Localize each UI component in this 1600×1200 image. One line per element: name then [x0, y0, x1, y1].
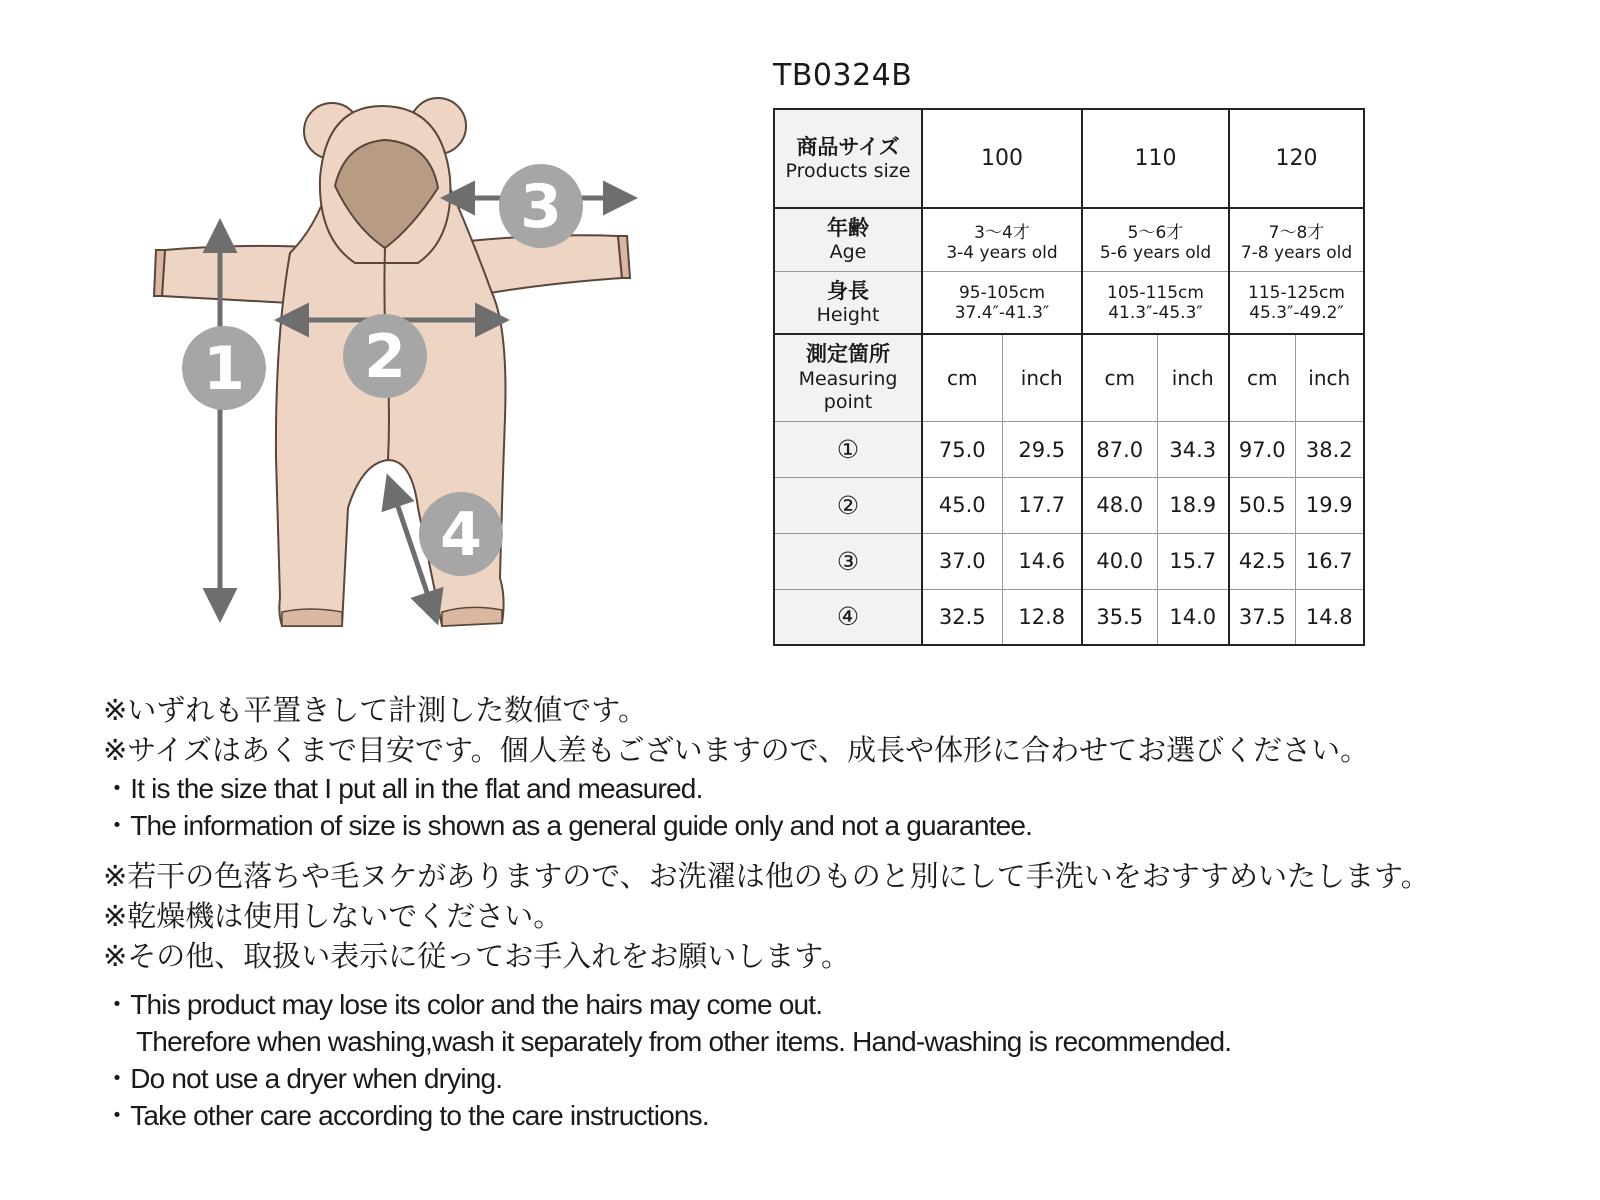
table-cell: 50.5 [1229, 477, 1295, 533]
size-100: 100 [922, 109, 1082, 208]
svg-text:4: 4 [440, 500, 482, 570]
size-table [773, 108, 1365, 646]
svg-text:2: 2 [364, 322, 406, 392]
unit-inch: inch [1002, 334, 1082, 421]
age-value: 3〜4才 3-4 years old [922, 208, 1082, 271]
measure-point-2: ② [774, 477, 922, 533]
height-value: 115-125cm 45.3″-49.2″ [1229, 271, 1364, 334]
measure-marker-4 [419, 492, 503, 576]
age-label: 年齢 Age [774, 208, 922, 271]
unit-cm: cm [1229, 334, 1295, 421]
height-value: 95-105cm 37.4″-41.3″ [922, 271, 1082, 334]
svg-text:1: 1 [203, 334, 245, 404]
table-cell: 14.0 [1157, 589, 1229, 645]
note-en-no-dryer: ・Do not use a dryer when drying. [103, 1063, 503, 1094]
unit-cm: cm [1082, 334, 1157, 421]
table-cell: 42.5 [1229, 533, 1295, 589]
table-cell: 29.5 [1002, 422, 1082, 478]
table-cell: 97.0 [1229, 422, 1295, 478]
product-code: TB0324B [773, 58, 913, 93]
unit-cm: cm [922, 334, 1002, 421]
table-row [774, 533, 1364, 589]
measure-marker-3 [499, 164, 583, 248]
table-row [774, 477, 1364, 533]
note-ja-no-dryer: ※乾燥機は使用しないでください。 [103, 899, 563, 933]
table-row [774, 422, 1364, 478]
note-ja-measured-flat: ※いずれも平置きして計測した数値です。 [103, 693, 647, 727]
table-cell: 19.9 [1295, 477, 1364, 533]
measure-marker-1 [182, 326, 266, 410]
table-cell: 18.9 [1157, 477, 1229, 533]
table-cell: 37.5 [1229, 589, 1295, 645]
unit-inch: inch [1295, 334, 1364, 421]
table-cell: 40.0 [1082, 533, 1157, 589]
note-en-wash-separately: Therefore when washing,wash it separately from other items. Hand-washing is recommended. [136, 1026, 1232, 1057]
size-120: 120 [1229, 109, 1364, 208]
measure-point-4: ④ [774, 589, 922, 645]
romper-measurement-illustration [150, 78, 650, 648]
height-value: 105-115cm 41.3″-45.3″ [1082, 271, 1229, 334]
height-row [774, 271, 1364, 334]
table-cell: 12.8 [1002, 589, 1082, 645]
table-cell: 37.0 [922, 533, 1002, 589]
unit-inch: inch [1157, 334, 1229, 421]
note-ja-care: ※その他、取扱い表示に従ってお手入れをお願いします。 [103, 939, 850, 973]
svg-text:3: 3 [520, 172, 562, 242]
measure-point-3: ③ [774, 533, 922, 589]
age-value: 5〜6才 5-6 years old [1082, 208, 1229, 271]
products-size-label: 商品サイズ Products size [774, 109, 922, 208]
table-cell: 16.7 [1295, 533, 1364, 589]
note-en-care: ・Take other care according to the care instructions. [103, 1100, 709, 1131]
age-value: 7〜8才 7-8 years old [1229, 208, 1364, 271]
measure-point-1: ① [774, 422, 922, 478]
age-row [774, 208, 1364, 271]
table-cell: 32.5 [922, 589, 1002, 645]
products-size-row [774, 109, 1364, 208]
height-label: 身長 Height [774, 271, 922, 334]
table-row [774, 589, 1364, 645]
table-cell: 87.0 [1082, 422, 1157, 478]
note-ja-size-guide: ※サイズはあくまで目安です。個人差もございますので、成長や体形に合わせてお選びください。 [103, 733, 1370, 767]
note-ja-color-fading: ※若干の色落ちや毛ヌケがありますので、お洗濯は他のものと別にして手洗いをおすすめいたします。 [103, 859, 1430, 893]
note-en-size-guide: ・The information of size is shown as a general guide only and not a guarantee. [103, 810, 1033, 841]
table-cell: 15.7 [1157, 533, 1229, 589]
note-en-measured-flat: ・It is the size that I put all in the flat and measured. [103, 773, 703, 804]
table-cell: 75.0 [922, 422, 1002, 478]
table-cell: 45.0 [922, 477, 1002, 533]
size-110: 110 [1082, 109, 1229, 208]
table-cell: 48.0 [1082, 477, 1157, 533]
note-en-color-fading: ・This product may lose its color and the hairs may come out. [103, 989, 823, 1020]
table-cell: 34.3 [1157, 422, 1229, 478]
table-cell: 14.8 [1295, 589, 1364, 645]
table-cell: 14.6 [1002, 533, 1082, 589]
table-cell: 35.5 [1082, 589, 1157, 645]
measure-marker-2 [343, 314, 427, 398]
table-cell: 17.7 [1002, 477, 1082, 533]
table-cell: 38.2 [1295, 422, 1364, 478]
measuring-point-label: 測定箇所 Measuring point [774, 334, 922, 421]
measuring-point-header-row [774, 334, 1364, 421]
notes-section [103, 690, 1593, 1134]
